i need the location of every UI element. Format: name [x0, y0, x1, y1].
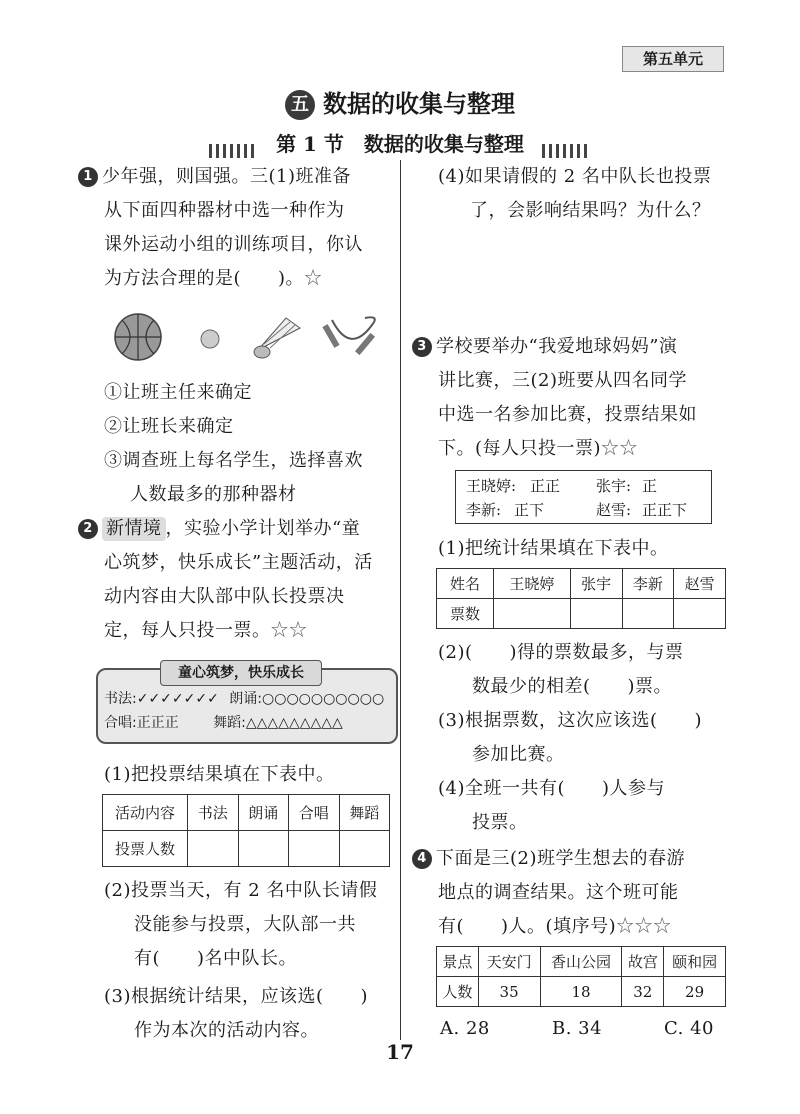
vote-row: 合唱:正正正 舞蹈:△△△△△△△△△ — [104, 715, 343, 731]
q2-line: 2 新情境 ，实验小学计划举办“童 — [78, 512, 373, 546]
q1-option: ③调查班上每名学生，选择喜欢 — [104, 450, 363, 471]
table-header-cell: 张宇 — [570, 569, 622, 599]
vote-name: 张宇: — [596, 477, 632, 495]
unit-label: 第五单元 — [622, 46, 724, 72]
table-header-cell: 朗诵 — [238, 795, 289, 831]
q1-option: ①让班主任来确定 — [104, 382, 252, 403]
answer-cell[interactable] — [339, 831, 390, 867]
q3-sub1: (1)把统计结果填在下表中。 — [438, 538, 669, 559]
difficulty-stars: ☆☆ — [601, 438, 639, 459]
equipment-images — [110, 310, 390, 365]
table-header-cell: 景点 — [437, 947, 479, 977]
chapter-number: 五 — [285, 90, 315, 120]
table-header-row — [437, 569, 726, 599]
answer-cell[interactable] — [188, 831, 239, 867]
candidate-vote-box — [455, 470, 712, 524]
table-header-cell: 王晓婷 — [494, 569, 571, 599]
section-title-text: 第 1 节 数据的收集与整理 — [276, 132, 524, 156]
table-row — [437, 977, 726, 1007]
table-header-cell: 舞蹈 — [339, 795, 390, 831]
answer-cell[interactable] — [494, 599, 571, 629]
q4-line: 4 下面是三(2)班学生想去的春游 — [412, 842, 685, 876]
answer-cell[interactable] — [674, 599, 726, 629]
q2-line: 定，每人只投一票。☆☆ — [104, 620, 308, 641]
q4-survey-table — [436, 946, 726, 1007]
vote-tally: 正正 — [530, 477, 561, 495]
table-header-cell: 故宫 — [622, 947, 664, 977]
difficulty-stars: ☆☆☆ — [616, 916, 672, 937]
q2-line: 心筑梦，快乐成长”主题活动，活 — [104, 552, 373, 573]
chapter-title-text: 数据的收集与整理 — [323, 90, 515, 118]
q2-sub2: (2)投票当天，有 2 名中队长请假 没能参与投票，大队部一共 有( )名中队长。 — [104, 880, 378, 969]
column-divider — [400, 160, 401, 1040]
table-row-label: 人数 — [437, 977, 479, 1007]
answer-cell[interactable] — [570, 599, 622, 629]
difficulty-stars: ☆ — [304, 268, 323, 289]
vote-name: 王晓婷: — [466, 477, 517, 495]
q1-number: 1 — [78, 167, 98, 187]
shuttlecock-icon — [254, 318, 300, 358]
q2-sub3: (3)根据统计结果，应该选( ) 作为本次的活动内容。 — [104, 986, 369, 1041]
right-bars-decoration — [542, 139, 591, 153]
answer-cell[interactable] — [289, 831, 340, 867]
difficulty-stars: ☆☆ — [270, 620, 308, 641]
q3-number: 3 — [412, 337, 432, 357]
q2-line: 动内容由大队部中队长投票决 — [104, 586, 345, 607]
table-row — [103, 831, 390, 867]
table-header-cell: 赵雪 — [674, 569, 726, 599]
question-3 — [412, 330, 697, 466]
q1-line: 1 少年强，则国强。三(1)班准备 — [78, 160, 363, 194]
table-row-label: 票数 — [437, 599, 494, 629]
table-header-row — [103, 795, 390, 831]
question-2 — [78, 512, 373, 648]
left-bars-decoration — [209, 139, 258, 153]
table-cell: 29 — [664, 977, 726, 1007]
q4-number: 4 — [412, 849, 432, 869]
q3-line: 讲比赛，三(2)班要从四名同学 — [438, 370, 687, 391]
table-header-cell: 香山公园 — [540, 947, 622, 977]
table-header-cell: 颐和园 — [664, 947, 726, 977]
question-4 — [412, 842, 685, 944]
q1-line: 为方法合理的是( )。☆ — [104, 268, 323, 289]
q3-vote-table — [436, 568, 726, 629]
table-header-row — [437, 947, 726, 977]
vote-name: 赵雪: — [596, 501, 632, 519]
q2-vote-table — [102, 794, 390, 867]
jump-rope-icon — [322, 317, 375, 355]
table-row-label: 投票人数 — [103, 831, 188, 867]
q4-line: 有( )人。(填序号)☆☆☆ — [438, 916, 672, 937]
table-header-cell: 合唱 — [289, 795, 340, 831]
q2-number: 2 — [78, 519, 98, 539]
vote-tally: 正下 — [514, 501, 545, 519]
vote-tally: 正 — [642, 477, 658, 495]
q4-line: 地点的调查结果。这个班可能 — [438, 882, 679, 903]
q3-line: 3 学校要举办“我爱地球妈妈”演 — [412, 330, 697, 364]
answer-cell[interactable] — [622, 599, 674, 629]
q4-choice-b[interactable]: B. 34 — [552, 1018, 603, 1039]
q4-choice-c[interactable]: C. 40 — [664, 1018, 714, 1039]
vote-tally: 正正下 — [642, 501, 688, 519]
table-header-cell: 李新 — [622, 569, 674, 599]
table-cell: 18 — [540, 977, 622, 1007]
section-title — [0, 128, 800, 157]
answer-cell[interactable] — [238, 831, 289, 867]
q2-sub4: (4)如果请假的 2 名中队长也投票 了，会影响结果吗？为什么？ — [438, 166, 712, 221]
vote-row: 书法:✓✓✓✓✓✓✓ 朗诵:○○○○○○○○○○ — [104, 691, 385, 707]
vote-name: 李新: — [466, 501, 502, 519]
q3-sub3: (3)根据票数，这次应该选( ) 参加比赛。 — [438, 710, 703, 765]
q3-sub4: (4)全班一共有( )人参与 投票。 — [438, 778, 666, 833]
chapter-title — [0, 84, 800, 120]
question-1 — [78, 160, 363, 296]
vote-box-title: 童心筑梦，快乐成长 — [160, 660, 322, 686]
q2-sub1: (1)把投票结果填在下表中。 — [104, 764, 335, 785]
q4-choice-a[interactable]: A. 28 — [440, 1018, 490, 1039]
q1-line: 课外运动小组的训练项目，你认 — [104, 234, 363, 255]
table-cell: 32 — [622, 977, 664, 1007]
new-situation-tag: 新情境 — [102, 517, 166, 541]
q1-option: ②让班长来确定 — [104, 416, 234, 437]
table-cell: 35 — [478, 977, 540, 1007]
table-header-cell: 书法 — [188, 795, 239, 831]
q1-option: 人数最多的那种器材 — [130, 484, 297, 505]
q1-options — [104, 376, 363, 512]
q1-line: 从下面四种器材中选一种作为 — [104, 200, 345, 221]
basketball-icon — [115, 314, 161, 360]
q3-line: 中选一名参加比赛，投票结果如 — [438, 404, 697, 425]
page-number: 17 — [386, 1040, 414, 1064]
table-header-cell: 天安门 — [478, 947, 540, 977]
q3-sub2: (2)( )得的票数最多，与票 数最少的相差( )票。 — [438, 642, 684, 697]
table-header-cell: 姓名 — [437, 569, 494, 599]
table-row — [437, 599, 726, 629]
table-header-cell: 活动内容 — [103, 795, 188, 831]
ping-pong-ball-icon — [201, 330, 219, 348]
q3-line: 下。(每人只投一票)☆☆ — [438, 438, 639, 459]
